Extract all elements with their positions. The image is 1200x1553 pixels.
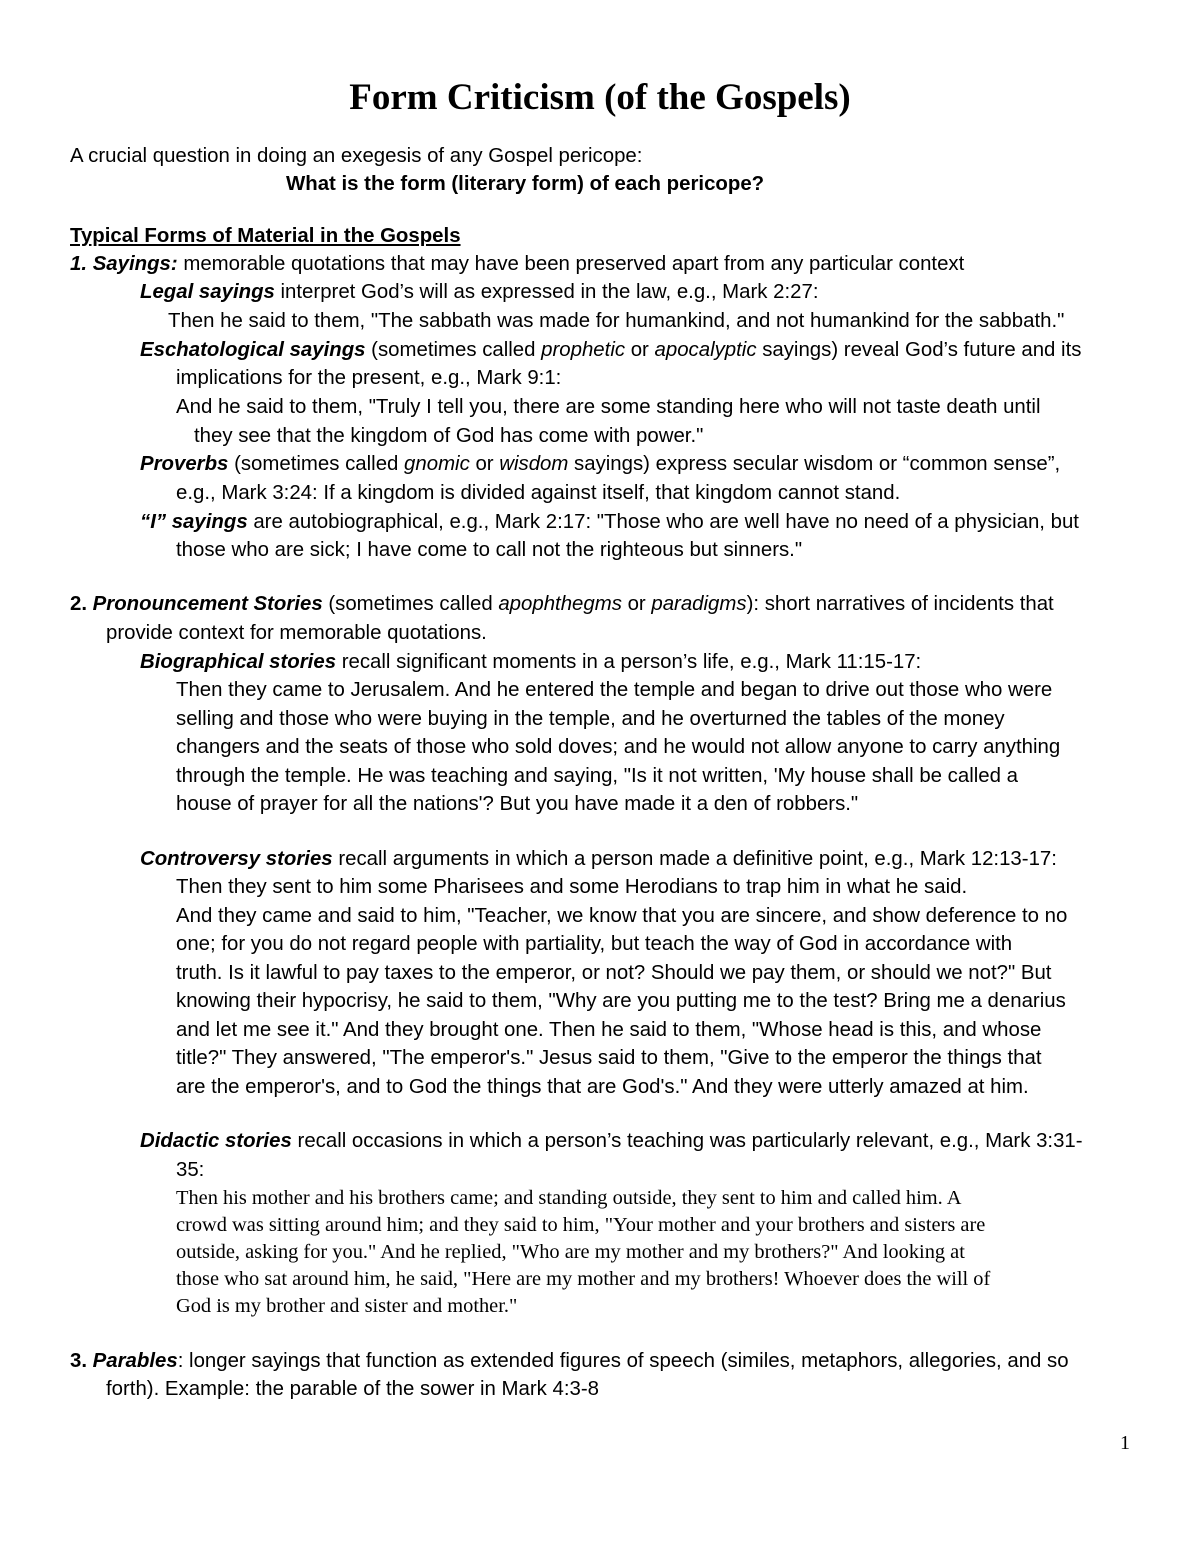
didactic-label: Didactic stories (140, 1130, 292, 1152)
parables-line (70, 1347, 1069, 1375)
eschatological-line-2: implications for the present, e.g., Mark 9:1: (176, 367, 562, 389)
pronouncement-line-2: provide context for memorable quotations. (106, 622, 487, 644)
controversy-quote-7: title?" They answered, "The emperor's." Jesus said to them, "Give to the emperor the things that (176, 1047, 1042, 1069)
parables-desc: : longer sayings that function as extended figures of speech (similes, metaphors, allegories, and so (177, 1350, 1069, 1372)
eschatological-label: Eschatological sayings (140, 339, 366, 361)
legal-quote: Then he said to them, "The sabbath was made for humankind, and not humankind for the sabbath." (168, 310, 1065, 332)
page-number: 1 (1120, 1432, 1130, 1454)
biographical-quote-1: Then they came to Jerusalem. And he entered the temple and began to drive out those who were (176, 679, 1053, 701)
parables-label: Parables (92, 1350, 178, 1372)
legal-sayings-line (140, 278, 819, 306)
sayings-number: 1. (70, 253, 88, 275)
controversy-quote-3: one; for you do not regard people with partiality, but teach the way of God in accordance with (176, 933, 1013, 955)
controversy-line (140, 845, 1057, 873)
biographical-quote-5: house of prayer for all the nations'? But you have made it a den of robbers." (176, 793, 859, 815)
proverbs-or: or (469, 453, 500, 475)
biographical-quote-3: changers and the seats of those who sold doves; and he would not allow anyone to carry anything (176, 736, 1061, 758)
gnomic-term: gnomic (404, 453, 470, 475)
controversy-quote-1: Then they sent to him some Pharisees and some Herodians to trap him in what he said. (176, 876, 968, 898)
didactic-quote-2: crowd was sitting around him; and they said to him, "Your mother and your brothers and sisters are (176, 1214, 986, 1236)
biographical-quote-2: selling and those who were buying in the temple, and he overturned the tables of the money (176, 708, 1005, 730)
section-heading: Typical Forms of Material in the Gospels (70, 225, 461, 247)
biographical-quote-4: through the temple. He was teaching and saying, "Is it not written, 'My house shall be called a (176, 765, 1018, 787)
parables-number: 3. (70, 1350, 93, 1372)
intro-question: What is the form (literary form) of each pericope? (286, 173, 765, 195)
proverbs-text-b: sayings) express secular wisdom or “common sense”, (568, 453, 1061, 475)
prophetic-term: prophetic (541, 339, 626, 361)
biographical-label: Biographical stories (140, 651, 337, 673)
sayings-line (70, 250, 964, 278)
didactic-quote-1: Then his mother and his brothers came; and standing outside, they sent to him and called him. A (176, 1187, 962, 1209)
pronouncement-or: or (621, 593, 652, 615)
didactic-line-2: 35: (176, 1159, 205, 1181)
proverbs-line (140, 450, 1060, 478)
legal-sayings-label: Legal sayings (140, 281, 275, 303)
proverbs-line-2: e.g., Mark 3:24: If a kingdom is divided against itself, that kingdom cannot stand. (176, 482, 901, 504)
pronouncement-text-a: (sometimes called (322, 593, 499, 615)
i-sayings-line-2: those who are sick; I have come to call not the righteous but sinners." (176, 539, 803, 561)
parables-line-2: forth). Example: the parable of the sower in Mark 4:3-8 (106, 1378, 600, 1400)
apocalyptic-term: apocalyptic (654, 339, 757, 361)
didactic-desc: recall occasions in which a person’s teaching was particularly relevant, e.g., Mark 3:31- (291, 1130, 1083, 1152)
legal-sayings-desc: interpret God’s will as expressed in the law, e.g., Mark 2:27: (274, 281, 819, 303)
didactic-quote-5: God is my brother and sister and mother." (176, 1295, 518, 1317)
i-sayings-label: “I” sayings (140, 511, 248, 533)
wisdom-term: wisdom (499, 453, 569, 475)
proverbs-label: Proverbs (140, 453, 229, 475)
sayings-desc: memorable quotations that may have been preserved apart from any particular context (177, 253, 965, 275)
pronouncement-label: Pronouncement Stories (92, 593, 323, 615)
eschatological-or: or (625, 339, 655, 361)
eschatological-line (140, 336, 1081, 364)
pronouncement-number: 2. (70, 593, 93, 615)
biographical-line (140, 648, 921, 676)
pronouncement-line (70, 590, 1054, 618)
controversy-quote-6: and let me see it." And they brought one. Then he said to them, "Whose head is this, and whose (176, 1019, 1042, 1041)
controversy-quote-2: And they came and said to him, "Teacher, we know that you are sincere, and show deference to no (176, 905, 1068, 927)
eschatological-quote-1: And he said to them, "Truly I tell you, there are some standing here who will not taste death until (176, 396, 1041, 418)
intro-line: A crucial question in doing an exegesis of any Gospel pericope: (70, 145, 643, 167)
paradigms-term: paradigms (651, 593, 747, 615)
controversy-label: Controversy stories (140, 848, 333, 870)
biographical-desc: recall significant moments in a person’s life, e.g., Mark 11:15-17: (336, 651, 922, 673)
controversy-desc: recall arguments in which a person made a definitive point, e.g., Mark 12:13-17: (332, 848, 1057, 870)
eschatological-text-b: sayings) reveal God’s future and its (756, 339, 1082, 361)
controversy-quote-5: knowing their hypocrisy, he said to them, "Why are you putting me to the test? Bring me a denarius (176, 990, 1066, 1012)
sayings-label: Sayings: (92, 253, 178, 275)
controversy-quote-4: truth. Is it lawful to pay taxes to the emperor, or not? Should we pay them, or should we not?" But (176, 962, 1052, 984)
didactic-quote-3: outside, asking for you." And he replied, "Who are my mother and my brothers?" And looking at (176, 1241, 965, 1263)
apophthegms-term: apophthegms (498, 593, 622, 615)
proverbs-text-a: (sometimes called (228, 453, 405, 475)
i-sayings-desc: are autobiographical, e.g., Mark 2:17: "Those who are well have no need of a physician, but (247, 511, 1079, 533)
pronouncement-text-b: ): short narratives of incidents that (746, 593, 1054, 615)
controversy-quote-8: are the emperor's, and to God the things that are God's." And they were utterly amazed at him. (176, 1076, 1029, 1098)
page-title: Form Criticism (of the Gospels) (349, 77, 851, 118)
eschatological-quote-2: they see that the kingdom of God has come with power." (194, 425, 704, 447)
i-sayings-line (140, 508, 1079, 536)
didactic-quote-4: those who sat around him, he said, "Here are my mother and my brothers! Whoever does the will of (176, 1268, 991, 1290)
didactic-line (140, 1127, 1083, 1155)
eschatological-text-a: (sometimes called (365, 339, 542, 361)
